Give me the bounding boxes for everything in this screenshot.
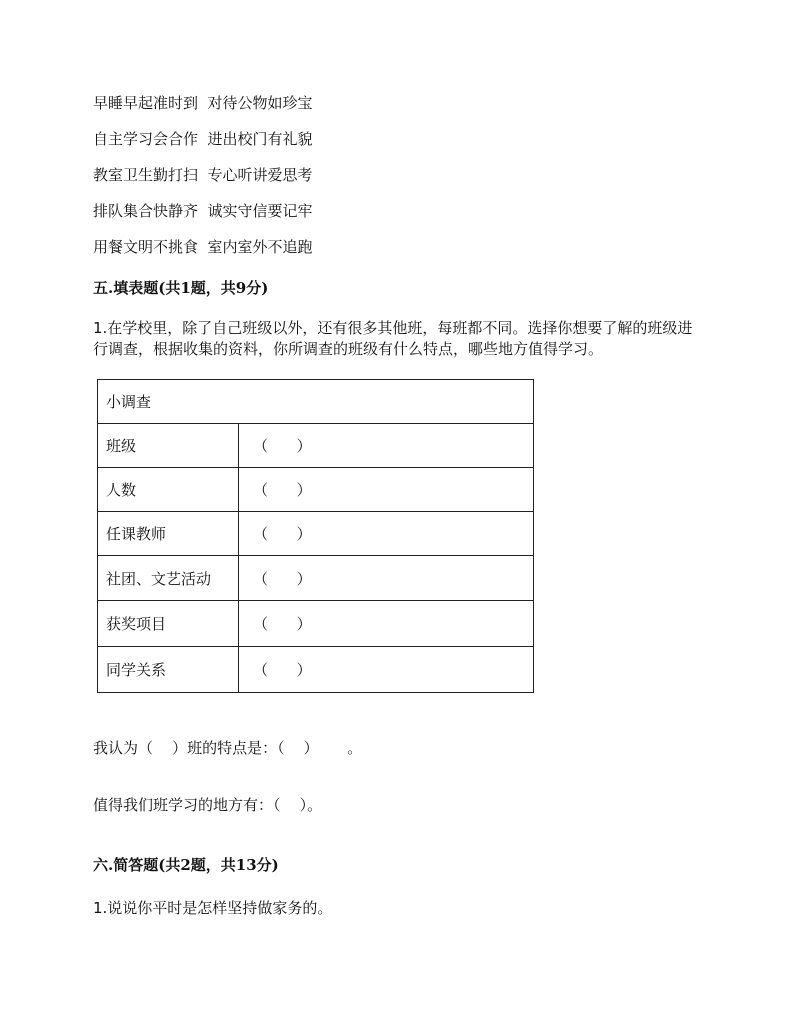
- answer-blank[interactable]: [239, 647, 534, 693]
- blank-paren: （ ）: [253, 569, 312, 588]
- answer-blank[interactable]: [239, 468, 534, 512]
- rhyme-line-3: 教室卫生勤打扫 专心听讲爱思考: [93, 166, 313, 184]
- answer-blank[interactable]: [239, 556, 534, 601]
- row-label: 人数: [98, 468, 239, 512]
- answer-blank[interactable]: [239, 424, 534, 468]
- section-6-question: 1.说说你平时是怎样坚持做家务的。: [93, 899, 333, 917]
- blank-paren: （ ）: [253, 615, 312, 633]
- table-row: [98, 647, 534, 693]
- blank-paren: （ ）: [253, 481, 312, 499]
- blank-paren: （ ）: [253, 437, 312, 455]
- section-5-question: 1.在学校里，除了自己班级以外，还有很多其他班，每班都不同。选择你想要了解的班级进行调查，根据收集的资料，你所调查的班级有什么特点，哪些地方值得学习。: [93, 319, 693, 358]
- section-5-heading: 五.填表题(共1题，共9分): [93, 279, 269, 297]
- rhyme-line-5: 用餐文明不挑食 室内室外不追跑: [93, 238, 313, 256]
- row-label: 同学关系: [98, 647, 239, 693]
- answer-blank[interactable]: [239, 601, 534, 647]
- row-label: 班级: [98, 424, 239, 468]
- survey-title: 小调查: [98, 380, 534, 424]
- table-row: [98, 468, 534, 512]
- row-label: 社团、文艺活动: [98, 556, 239, 601]
- survey-table: [97, 379, 534, 693]
- table-row: [98, 556, 534, 601]
- blank-paren: （ ）: [253, 661, 312, 679]
- fill-line-1[interactable]: 我认为（ ）班的特点是：（ ） 。: [93, 739, 363, 757]
- survey-title-row: [98, 380, 534, 424]
- fill-line-2[interactable]: 值得我们班学习的地方有：（ ）。: [93, 796, 323, 814]
- rhyme-line-1: 早睡早起准时到 对待公物如珍宝: [93, 94, 313, 112]
- rhyme-line-2: 自主学习会合作 进出校门有礼貌: [93, 130, 313, 148]
- row-label: 获奖项目: [98, 601, 239, 647]
- row-label: 任课教师: [98, 512, 239, 556]
- section-6-heading: 六.简答题(共2题，共13分): [93, 856, 279, 874]
- answer-blank[interactable]: [239, 512, 534, 556]
- blank-paren: （ ）: [253, 525, 312, 543]
- table-row: [98, 601, 534, 647]
- rhyme-line-4: 排队集合快静齐 诚实守信要记牢: [93, 202, 313, 220]
- table-row: [98, 424, 534, 468]
- table-row: [98, 512, 534, 556]
